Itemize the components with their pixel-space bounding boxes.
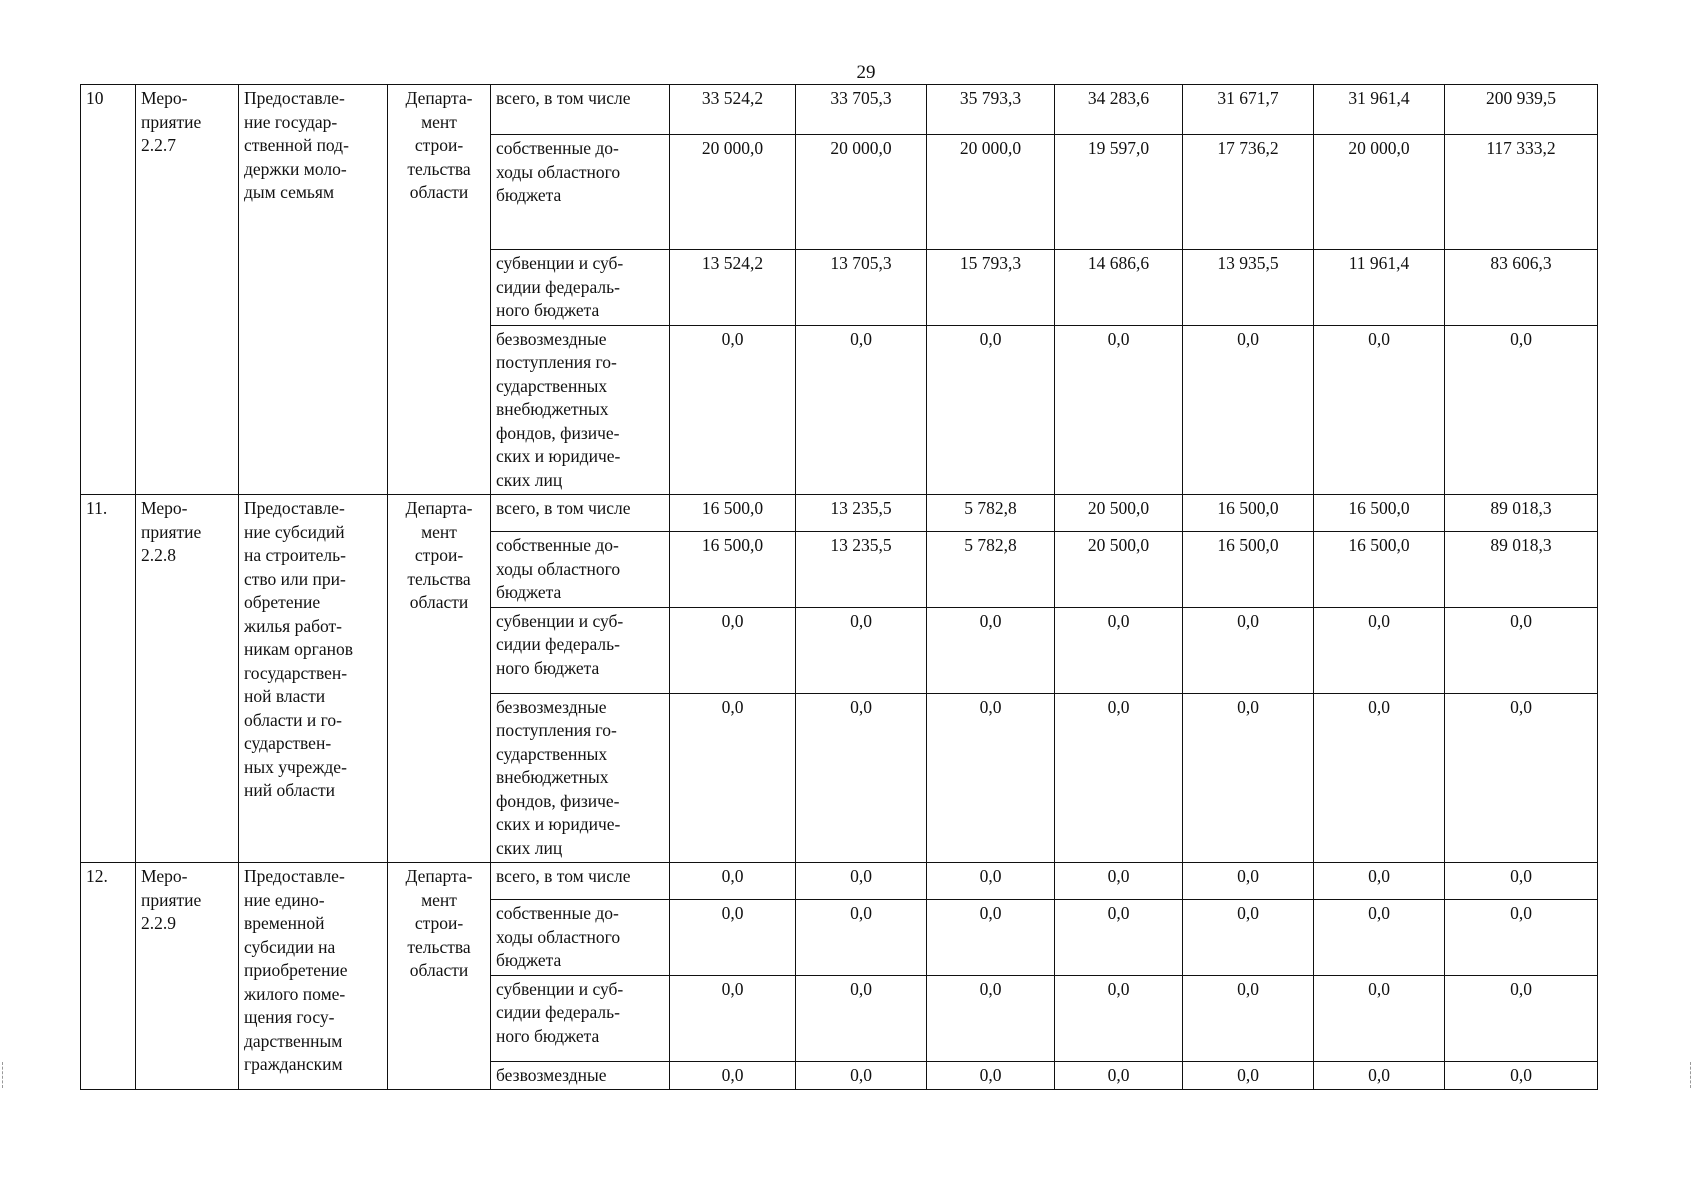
value-cell: 16 500,0 xyxy=(1314,532,1445,608)
value-cell: 0,0 xyxy=(796,1061,927,1090)
value-cell: 0,0 xyxy=(1183,693,1314,863)
scan-edge-mark-right xyxy=(1690,1062,1693,1088)
value-cell: 34 283,6 xyxy=(1055,85,1183,135)
text-line: сидии федераль- xyxy=(496,276,620,297)
text-line: бюджета xyxy=(496,950,562,970)
text-line: Предоставле- xyxy=(244,88,345,108)
text-line: безвозмездные xyxy=(496,696,607,717)
value-cell: 0,0 xyxy=(670,325,796,495)
table-row-activity xyxy=(81,85,1598,135)
funding-source-cell xyxy=(491,250,670,326)
funding-source-cell xyxy=(491,85,670,135)
text-line: ных учрежде- xyxy=(244,756,347,777)
table-row-activity xyxy=(81,495,1598,532)
value-cell: 13 524,2 xyxy=(670,250,796,326)
text-line: 2.2.9 xyxy=(141,913,176,933)
value-cell: 0,0 xyxy=(927,1061,1055,1090)
text-line: Предоставле- xyxy=(244,866,345,886)
value-cell: 0,0 xyxy=(1055,693,1183,863)
text-line: обретение xyxy=(244,592,321,612)
text-line: дым семьям xyxy=(244,182,335,202)
text-line: субвенции и суб- xyxy=(496,610,624,631)
text-line: строи- xyxy=(414,913,464,933)
text-line: области и го- xyxy=(244,709,342,730)
value-cell: 0,0 xyxy=(1445,900,1598,976)
value-cell: 0,0 xyxy=(1055,325,1183,495)
budget-table xyxy=(80,84,1598,1090)
value-cell: 0,0 xyxy=(670,607,796,693)
text-line: сударственных xyxy=(496,375,608,396)
value-cell: 20 000,0 xyxy=(927,135,1055,250)
text-line: ние субсидий xyxy=(244,521,345,542)
executor-cell xyxy=(388,85,491,495)
value-cell: 0,0 xyxy=(1055,863,1183,900)
text-line: ских и юридиче- xyxy=(496,814,621,834)
value-cell: 0,0 xyxy=(796,693,927,863)
scan-edge-mark-left xyxy=(2,1062,5,1088)
text-line: ских лиц xyxy=(496,837,563,858)
text-line: ние едино- xyxy=(244,889,325,910)
text-line: всего, в том числе xyxy=(496,498,631,518)
text-line: Департа- xyxy=(405,88,473,108)
funding-source-cell xyxy=(491,900,670,976)
text-line: ских лиц xyxy=(496,469,563,490)
value-cell: 0,0 xyxy=(670,1061,796,1090)
text-line: тельства xyxy=(407,568,471,589)
value-cell: 0,0 xyxy=(670,693,796,863)
row-index-cell: 11. xyxy=(81,495,136,863)
value-cell: 0,0 xyxy=(1055,975,1183,1061)
value-cell: 0,0 xyxy=(670,900,796,976)
text-line: области xyxy=(409,182,469,202)
value-cell: 0,0 xyxy=(927,975,1055,1061)
text-line: фондов, физиче- xyxy=(496,422,620,443)
row-index-cell: 12. xyxy=(81,863,136,1090)
value-cell: 0,0 xyxy=(1445,607,1598,693)
value-cell: 0,0 xyxy=(1055,607,1183,693)
table-row-activity xyxy=(81,863,1598,900)
value-cell: 35 793,3 xyxy=(927,85,1055,135)
value-cell: 13 235,5 xyxy=(796,495,927,532)
value-cell: 0,0 xyxy=(1445,975,1598,1061)
value-cell: 0,0 xyxy=(796,975,927,1061)
text-line: мент xyxy=(421,111,457,132)
text-line: щения госу- xyxy=(244,1007,335,1027)
value-cell: 16 500,0 xyxy=(1183,532,1314,608)
text-line: приобретение xyxy=(244,960,348,980)
value-cell: 0,0 xyxy=(1445,1061,1598,1090)
value-cell: 0,0 xyxy=(1183,975,1314,1061)
value-cell: 0,0 xyxy=(1314,900,1445,976)
value-cell: 31 671,7 xyxy=(1183,85,1314,135)
description-cell xyxy=(239,495,388,863)
text-line: поступления го- xyxy=(496,720,617,740)
text-line: безвозмездные xyxy=(496,1064,607,1085)
row-index-cell: 10 xyxy=(81,85,136,495)
text-line: внебюджетных xyxy=(496,399,609,419)
text-line: сидии федераль- xyxy=(496,634,620,654)
value-cell: 0,0 xyxy=(1314,325,1445,495)
text-line: ских и юридиче- xyxy=(496,446,621,466)
value-cell: 33 705,3 xyxy=(796,85,927,135)
value-cell: 0,0 xyxy=(1314,863,1445,900)
text-line: безвозмездные xyxy=(496,328,607,349)
value-cell: 5 782,8 xyxy=(927,532,1055,608)
text-line: собственные до- xyxy=(496,535,619,555)
text-line: жилья работ- xyxy=(244,615,343,636)
funding-source-cell xyxy=(491,495,670,532)
text-line: субсидии на xyxy=(244,936,336,957)
value-cell: 0,0 xyxy=(927,325,1055,495)
text-line: мент xyxy=(421,889,457,910)
text-line: бюджета xyxy=(496,582,562,602)
text-line: ние государ- xyxy=(244,111,338,132)
value-cell: 31 961,4 xyxy=(1314,85,1445,135)
page-number: 29 xyxy=(856,62,876,83)
value-cell: 0,0 xyxy=(1183,900,1314,976)
value-cell: 14 686,6 xyxy=(1055,250,1183,326)
value-cell: 16 500,0 xyxy=(1314,495,1445,532)
value-cell: 0,0 xyxy=(796,607,927,693)
value-cell: 0,0 xyxy=(1445,863,1598,900)
text-line: области xyxy=(409,960,469,980)
value-cell: 0,0 xyxy=(927,693,1055,863)
value-cell: 16 500,0 xyxy=(670,532,796,608)
value-cell: 200 939,5 xyxy=(1445,85,1598,135)
text-line: ной власти xyxy=(244,686,326,706)
budget-body xyxy=(81,85,1598,1090)
text-line: области xyxy=(409,592,469,612)
text-line: сударствен- xyxy=(244,733,332,753)
value-cell: 89 018,3 xyxy=(1445,532,1598,608)
text-line: ство или при- xyxy=(244,568,346,589)
text-line: бюджета xyxy=(496,185,562,205)
text-line: ного бюджета xyxy=(496,657,600,678)
value-cell: 0,0 xyxy=(1183,1061,1314,1090)
value-cell: 0,0 xyxy=(1314,693,1445,863)
value-cell: 16 500,0 xyxy=(1183,495,1314,532)
value-cell: 19 597,0 xyxy=(1055,135,1183,250)
text-line: Департа- xyxy=(405,866,473,886)
text-line: дарственным xyxy=(244,1030,343,1051)
value-cell: 11 961,4 xyxy=(1314,250,1445,326)
value-cell: 0,0 xyxy=(1445,693,1598,863)
value-cell: 0,0 xyxy=(1183,607,1314,693)
value-cell: 0,0 xyxy=(1055,1061,1183,1090)
text-line: тельства xyxy=(407,936,471,957)
funding-source-cell xyxy=(491,607,670,693)
text-line: сидии федераль- xyxy=(496,1002,620,1022)
value-cell: 13 935,5 xyxy=(1183,250,1314,326)
value-cell: 16 500,0 xyxy=(670,495,796,532)
text-line: приятие xyxy=(141,111,202,132)
activity-cell xyxy=(136,85,239,495)
text-line: приятие xyxy=(141,521,202,542)
text-line: никам органов xyxy=(244,639,354,659)
text-line: 2.2.8 xyxy=(141,545,176,565)
text-line: ственной под- xyxy=(244,135,349,155)
value-cell: 15 793,3 xyxy=(927,250,1055,326)
text-line: гражданским xyxy=(244,1054,343,1074)
value-cell: 13 705,3 xyxy=(796,250,927,326)
description-cell xyxy=(239,85,388,495)
value-cell: 89 018,3 xyxy=(1445,495,1598,532)
executor-cell xyxy=(388,495,491,863)
value-cell: 20 500,0 xyxy=(1055,495,1183,532)
value-cell: 0,0 xyxy=(670,975,796,1061)
text-line: ного бюджета xyxy=(496,300,600,320)
text-line: тельства xyxy=(407,158,471,179)
text-line: Департа- xyxy=(405,498,473,518)
text-line: субвенции и суб- xyxy=(496,978,624,999)
description-cell xyxy=(239,863,388,1090)
value-cell: 0,0 xyxy=(1314,1061,1445,1090)
value-cell: 0,0 xyxy=(1314,607,1445,693)
text-line: ходы областного xyxy=(496,926,621,947)
value-cell: 0,0 xyxy=(1183,325,1314,495)
text-line: Предоставле- xyxy=(244,498,345,518)
value-cell: 83 606,3 xyxy=(1445,250,1598,326)
text-line: мент xyxy=(421,521,457,542)
text-line: собственные до- xyxy=(496,138,619,158)
value-cell: 0,0 xyxy=(670,863,796,900)
value-cell: 0,0 xyxy=(796,325,927,495)
text-line: собственные до- xyxy=(496,903,619,923)
text-line: поступления го- xyxy=(496,352,617,372)
text-line: жилого поме- xyxy=(244,983,346,1004)
text-line: ного бюджета xyxy=(496,1025,600,1046)
funding-source-cell xyxy=(491,1061,670,1090)
value-cell: 0,0 xyxy=(927,900,1055,976)
text-line: 2.2.7 xyxy=(141,135,176,155)
value-cell: 0,0 xyxy=(1055,900,1183,976)
funding-source-cell xyxy=(491,135,670,250)
text-line: всего, в том числе xyxy=(496,866,631,886)
value-cell: 0,0 xyxy=(796,863,927,900)
text-line: сударственных xyxy=(496,743,608,764)
value-cell: 0,0 xyxy=(927,607,1055,693)
executor-cell xyxy=(388,863,491,1090)
text-line: временной xyxy=(244,913,325,933)
value-cell: 0,0 xyxy=(796,900,927,976)
text-line: Меро- xyxy=(141,866,188,886)
text-line: Меро- xyxy=(141,498,188,518)
text-line: Меро- xyxy=(141,88,188,108)
value-cell: 33 524,2 xyxy=(670,85,796,135)
funding-source-cell xyxy=(491,863,670,900)
text-line: приятие xyxy=(141,889,202,910)
text-line: на строитель- xyxy=(244,545,346,565)
value-cell: 13 235,5 xyxy=(796,532,927,608)
text-line: внебюджетных xyxy=(496,767,609,787)
funding-source-cell xyxy=(491,975,670,1061)
text-line: ходы областного xyxy=(496,558,621,579)
value-cell: 117 333,2 xyxy=(1445,135,1598,250)
value-cell: 20 000,0 xyxy=(1314,135,1445,250)
text-line: всего, в том числе xyxy=(496,88,631,108)
value-cell: 20 000,0 xyxy=(796,135,927,250)
activity-cell xyxy=(136,863,239,1090)
text-line: фондов, физиче- xyxy=(496,790,620,811)
value-cell: 0,0 xyxy=(1314,975,1445,1061)
text-line: ходы областного xyxy=(496,161,621,182)
activity-cell xyxy=(136,495,239,863)
value-cell: 20 500,0 xyxy=(1055,532,1183,608)
funding-source-cell xyxy=(491,693,670,863)
text-line: строи- xyxy=(414,135,464,155)
value-cell: 5 782,8 xyxy=(927,495,1055,532)
funding-source-cell xyxy=(491,325,670,495)
text-line: субвенции и суб- xyxy=(496,253,624,273)
text-line: ний области xyxy=(244,780,335,800)
value-cell: 0,0 xyxy=(1183,863,1314,900)
text-line: держки моло- xyxy=(244,158,347,179)
text-line: государствен- xyxy=(244,662,348,683)
value-cell: 17 736,2 xyxy=(1183,135,1314,250)
value-cell: 0,0 xyxy=(927,863,1055,900)
value-cell: 20 000,0 xyxy=(670,135,796,250)
text-line: строи- xyxy=(414,545,464,565)
funding-source-cell xyxy=(491,532,670,608)
value-cell: 0,0 xyxy=(1445,325,1598,495)
